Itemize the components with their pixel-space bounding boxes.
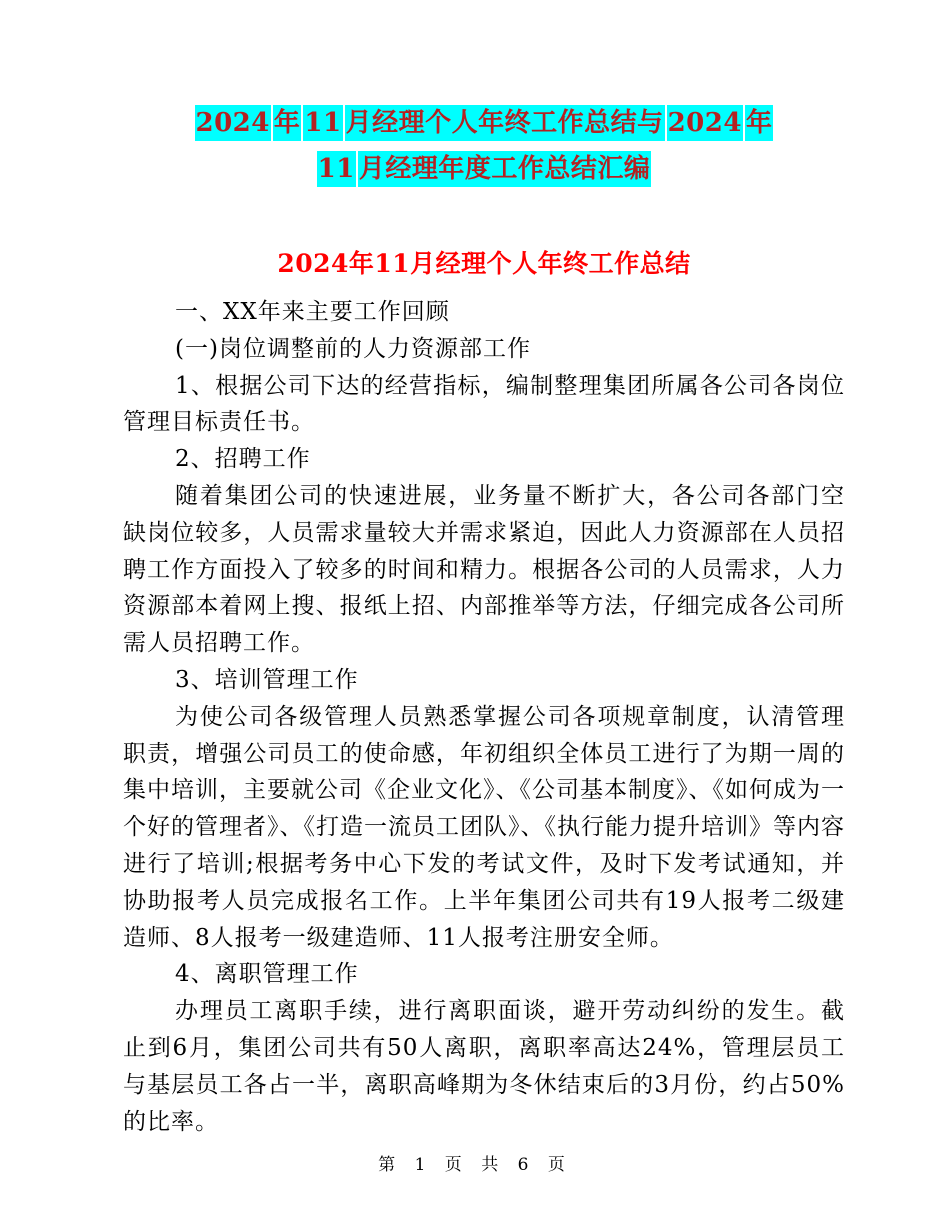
paragraph: 4、离职管理工作 <box>175 961 359 988</box>
page-footer <box>0 1150 950 1175</box>
paragraph: 1、根据公司下达的经营指标，编制整理集团所属各公司各岗位管理目标责任书。 <box>123 372 845 436</box>
page-indicator: 第 1 页 共 6 页 <box>378 1155 572 1175</box>
document-title <box>174 100 794 192</box>
title-highlight-run: 11 <box>303 105 342 141</box>
section-title: 2024年11月经理个人年终工作总结 <box>277 249 691 278</box>
title-highlight-run: 11 <box>317 151 356 187</box>
paragraph: 2、招聘工作 <box>175 446 311 473</box>
title-highlight-run: 年 <box>745 105 774 141</box>
document-body <box>123 294 845 1140</box>
title-highlight-run: 月经理个人年终工作总结与 <box>345 105 665 141</box>
title-highlight-run: 2024 <box>667 105 743 141</box>
paragraph: 为使公司各级管理人员熟悉掌握公司各项规章制度，认清管理职责，增强公司员工的使命感，年初组织全体员工进行了为期一周的集中培训，主要就公司《企业文化》、《公司基本制度》、《如何成为一个好的管理者》、《打造一流员工团队》、《执行能力提升培训》等内容进行了培训;根据考务中心下发的考试文件，及时下发考试通知，并协助报考人员完成报名工作。上半年集团公司共有19人报考二级建造师、8人报考一级建造师、11人报考注册安全师。 <box>123 703 845 951</box>
paragraph: (一)岗位调整前的人力资源部工作 <box>175 335 531 362</box>
title-highlight-run: 月经理年度工作总结汇编 <box>358 151 652 187</box>
title-highlight-run: 年 <box>273 105 302 141</box>
paragraph: 办理员工离职手续，进行离职面谈，避开劳动纠纷的发生。截止到6月，集团公司共有50人离职，离职率高达24%，管理层员工与基层员工各占一半，离职高峰期为冬休结束后的3月份，约占50%的比率。 <box>123 998 845 1135</box>
paragraph: 随着集团公司的快速进展，业务量不断扩大，各公司各部门空缺岗位较多，人员需求量较大并需求紧迫，因此人力资源部在人员招聘工作方面投入了较多的时间和精力。根据各公司的人员需求，人力资源部本着网上搜、报纸上招、内部推举等方法，仔细完成各公司所需人员招聘工作。 <box>123 482 845 657</box>
paragraph: 一、XX年来主要工作回顾 <box>175 299 450 325</box>
title-highlight-run: 2024 <box>195 105 271 141</box>
document-content <box>123 100 845 1140</box>
paragraph: 3、培训管理工作 <box>175 666 359 693</box>
